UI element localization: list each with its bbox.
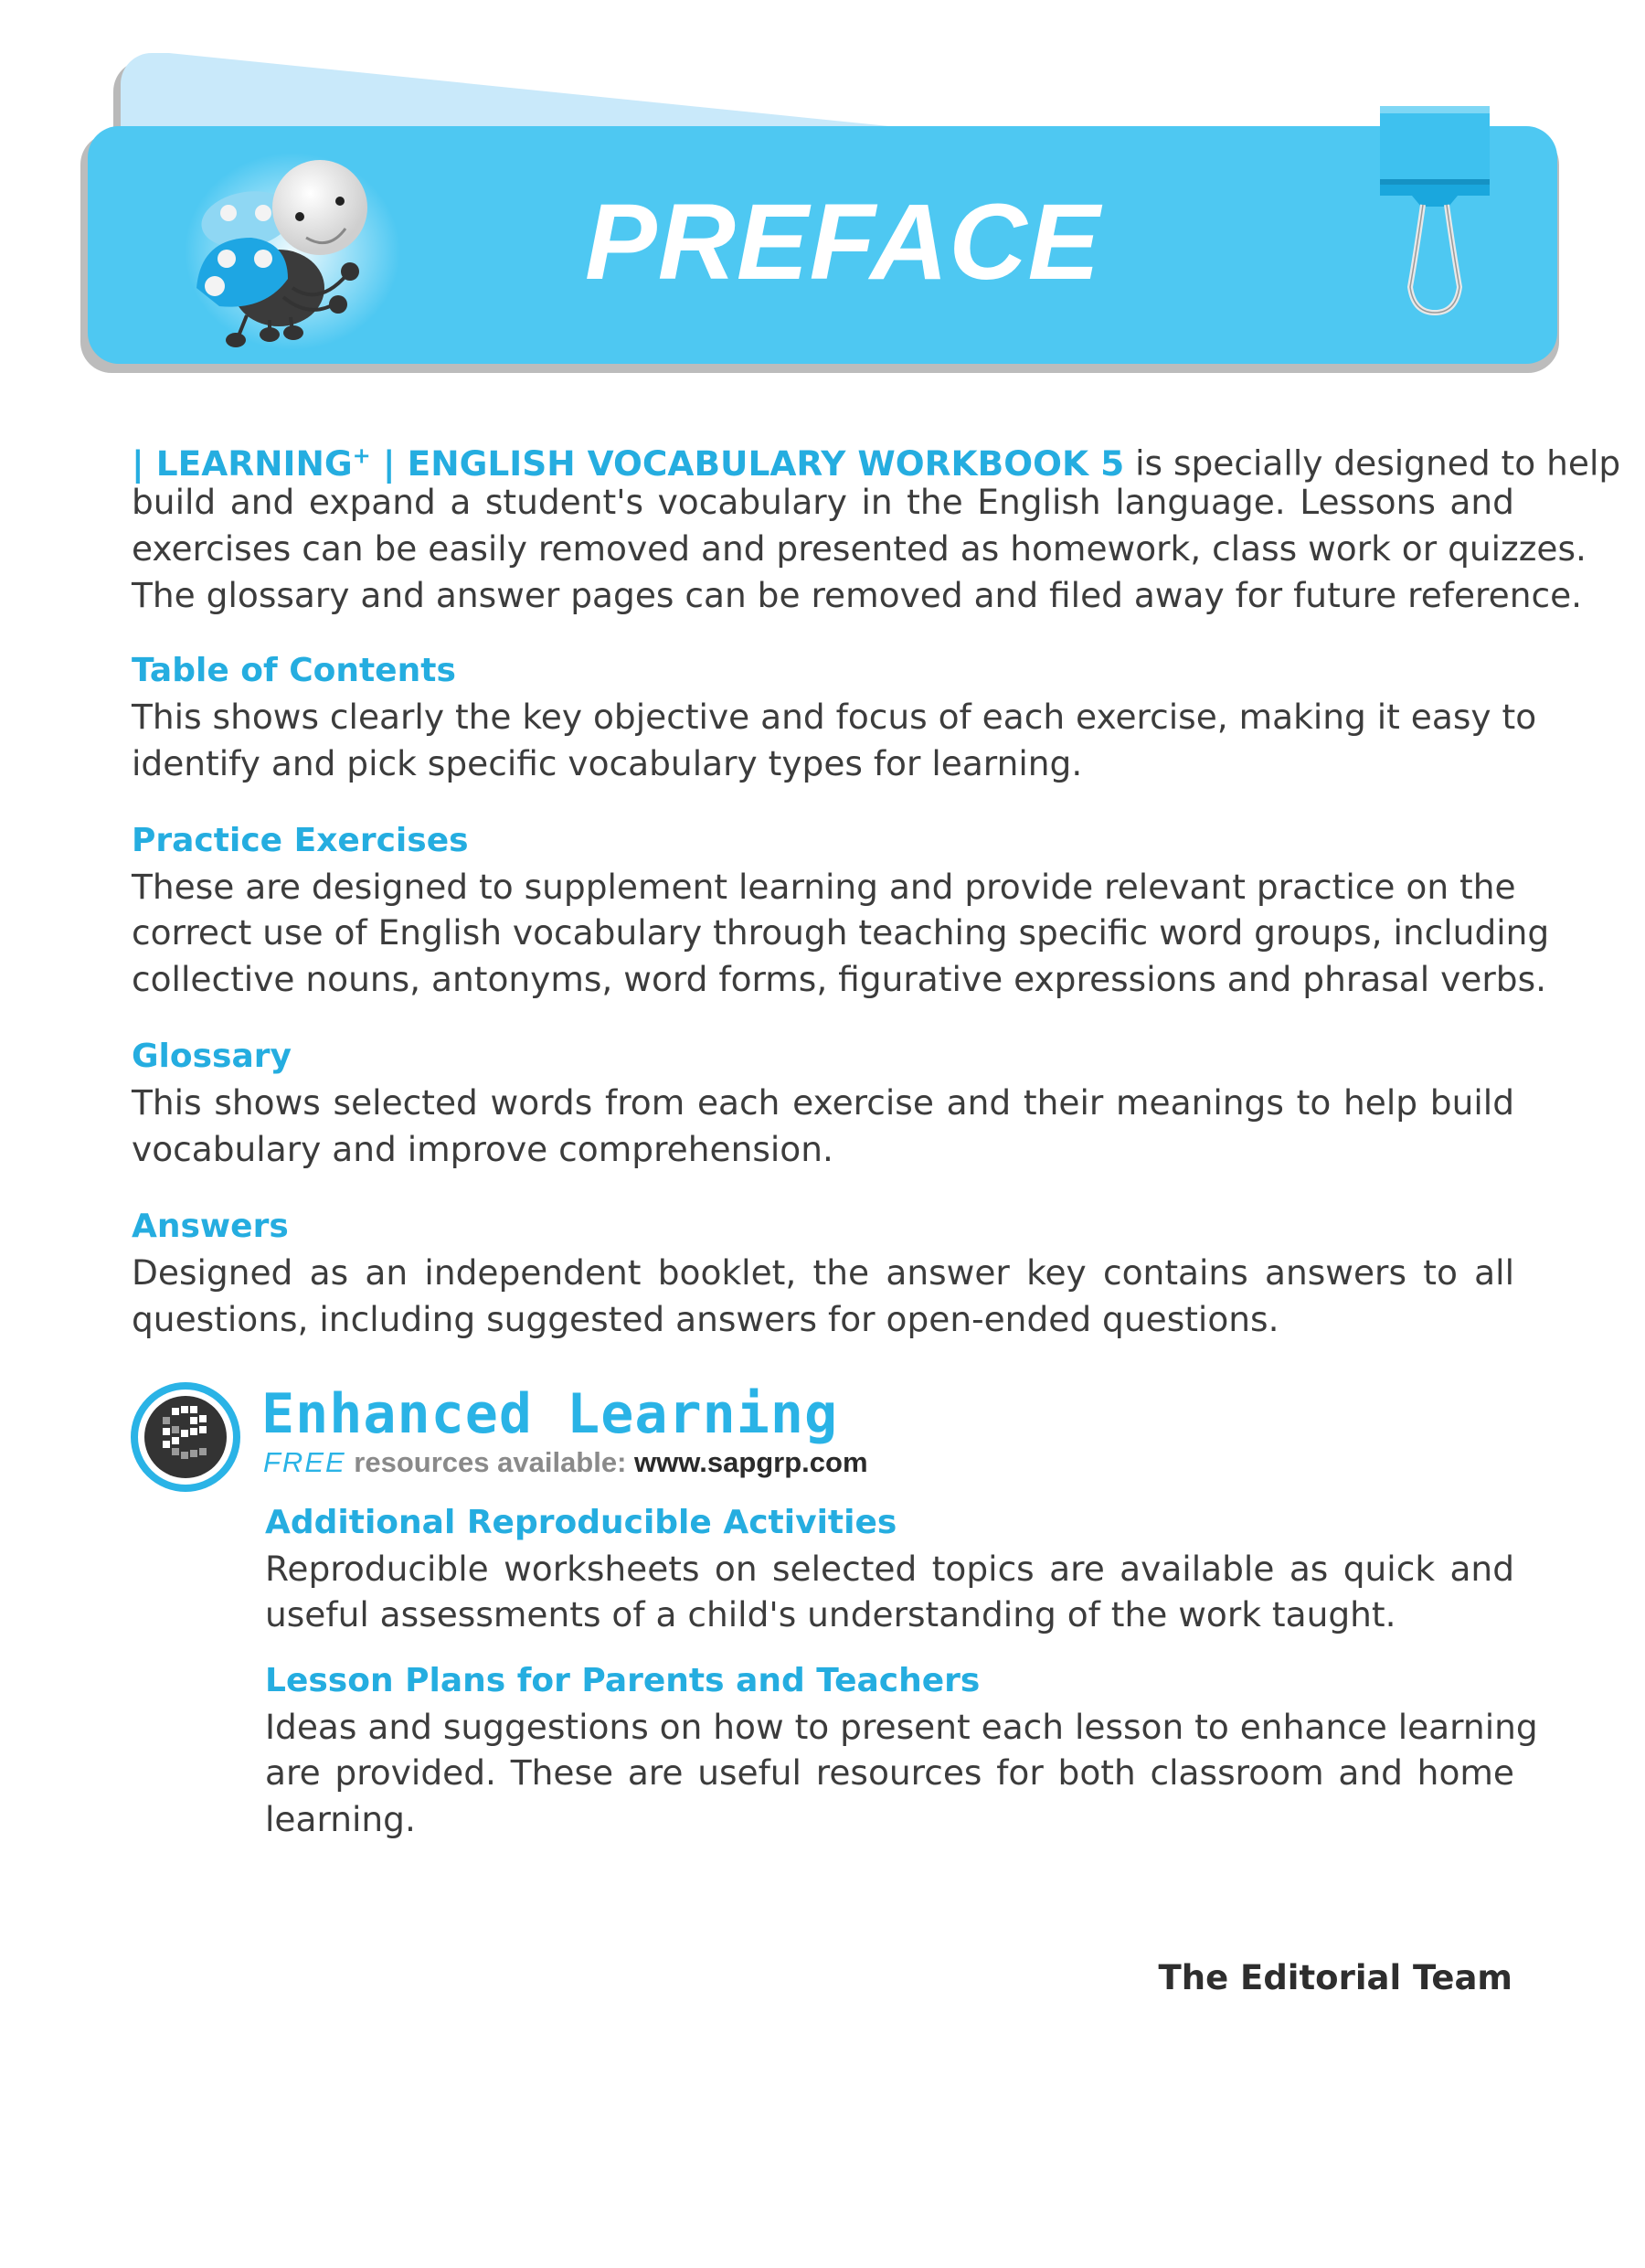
- book-title: | LEARNING+ | ENGLISH VOCABULARY WORKBOOK 5: [132, 442, 1125, 484]
- page-title: PREFACE: [585, 182, 1101, 303]
- section-text: This shows selected words from each exercise and their meanings to help build: [132, 1082, 1514, 1123]
- section-text: identify and pick specific vocabulary types for learning.: [132, 743, 1083, 783]
- section-text: This shows clearly the key objective and focus of each exercise, making it easy to: [132, 697, 1537, 737]
- intro-line-2: build and expand a student's vocabulary in the English language. Lessons and: [132, 482, 1514, 522]
- ladybug-mascot-icon: [183, 151, 402, 352]
- section-heading-lesson-plans: Lesson Plans for Parents and Teachers: [265, 1662, 981, 1699]
- section-text: Ideas and suggestions on how to present each lesson to enhance learning: [265, 1707, 1538, 1747]
- section-heading-table-of-contents: Table of Contents: [132, 652, 456, 689]
- section-text: useful assessments of a child's understanding of the work taught.: [265, 1594, 1396, 1634]
- free-resources-line: [263, 1446, 868, 1479]
- binder-clip-icon: [1375, 104, 1494, 319]
- intro-line-1: | LEARNING+ | ENGLISH VOCABULARY WORKBOOK 5 is specially designed to help: [132, 442, 1621, 484]
- section-text: Designed as an independent booklet, the answer key contains answers to all: [132, 1252, 1514, 1293]
- section-text: questions, including suggested answers for open-ended questions.: [132, 1299, 1279, 1339]
- section-heading-practice-exercises: Practice Exercises: [132, 822, 469, 859]
- section-heading-answers: Answers: [132, 1208, 289, 1245]
- section-text: correct use of English vocabulary through teaching specific word groups, including: [132, 912, 1550, 953]
- enhanced-learning-logo-icon: [131, 1382, 240, 1492]
- resources-label: resources available:: [345, 1446, 635, 1478]
- section-heading-glossary: Glossary: [132, 1038, 292, 1075]
- section-heading-additional-activities: Additional Reproducible Activities: [265, 1504, 897, 1541]
- section-text: are provided. These are useful resources for both classroom and home: [265, 1752, 1514, 1793]
- section-text: These are designed to supplement learning and provide relevant practice on the: [132, 867, 1516, 907]
- section-text: collective nouns, antonyms, word forms, figurative expressions and phrasal verbs.: [132, 959, 1547, 999]
- signoff: The Editorial Team: [1158, 1958, 1512, 1997]
- free-label: FREE: [263, 1446, 346, 1478]
- website-link[interactable]: www.sapgrp.com: [634, 1446, 868, 1478]
- section-text: vocabulary and improve comprehension.: [132, 1129, 833, 1169]
- intro-line-3: exercises can be easily removed and presented as homework, class work or quizzes.: [132, 528, 1587, 569]
- section-text: learning.: [265, 1799, 416, 1839]
- intro-line-4: The glossary and answer pages can be removed and filed away for future reference.: [132, 575, 1583, 615]
- enhanced-learning-title: Enhanced Learning: [261, 1382, 839, 1446]
- section-text: Reproducible worksheets on selected topics are available as quick and: [265, 1549, 1514, 1589]
